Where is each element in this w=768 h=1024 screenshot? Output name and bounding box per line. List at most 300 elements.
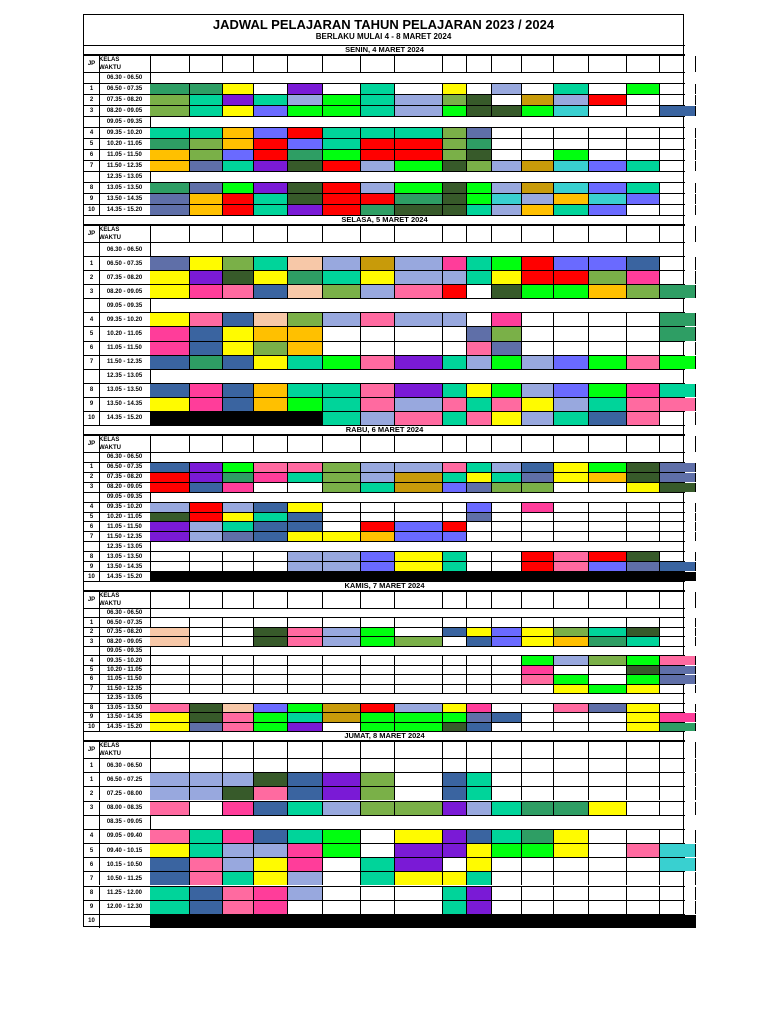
schedule-cell <box>589 412 627 425</box>
schedule-cell <box>395 412 443 425</box>
schedule-cell <box>223 901 254 914</box>
lesson-row <box>84 204 685 215</box>
schedule-cell <box>323 327 361 340</box>
class-cells <box>150 830 685 843</box>
lesson-row <box>84 703 685 712</box>
schedule-cell <box>589 773 627 786</box>
schedule-cell <box>627 713 660 721</box>
class-cells <box>150 723 685 731</box>
schedule-cell <box>288 830 323 843</box>
jp-header: JP <box>84 226 100 242</box>
schedule-cell <box>554 723 589 731</box>
schedule-cell <box>554 830 589 843</box>
schedule-cell <box>467 356 492 369</box>
schedule-cell <box>323 552 361 561</box>
schedule-cell <box>554 872 589 885</box>
schedule-cell <box>190 483 223 492</box>
schedule-cell <box>443 342 467 355</box>
schedule-cell <box>660 194 696 204</box>
schedule-cell <box>554 628 589 636</box>
schedule-cell <box>467 901 492 914</box>
schedule-cell <box>150 742 190 758</box>
time-label: 06.50 - 07.35 <box>99 257 151 270</box>
schedule-cell <box>361 513 395 522</box>
schedule-cell <box>467 675 492 683</box>
schedule-cell <box>254 183 288 193</box>
schedule-cell <box>467 56 492 72</box>
schedule-cell <box>254 759 288 772</box>
schedule-cell <box>443 666 467 674</box>
schedule-cell <box>589 205 627 215</box>
schedule-cell <box>288 532 323 541</box>
schedule-cell <box>223 84 254 94</box>
schedule-cell <box>467 398 492 411</box>
schedule-cell <box>554 675 589 683</box>
schedule-cell <box>589 787 627 800</box>
schedule-cell <box>395 592 443 608</box>
jp-number: 2 <box>84 271 100 284</box>
schedule-cell <box>554 327 589 340</box>
schedule-cell <box>522 787 554 800</box>
jp-number: 2 <box>84 95 100 105</box>
schedule-cell <box>323 562 361 571</box>
schedule-cell <box>323 532 361 541</box>
schedule-cell <box>467 773 492 786</box>
time-label: 06.50 - 07.35 <box>99 463 151 472</box>
schedule-cell <box>190 713 223 721</box>
schedule-cell <box>254 872 288 885</box>
schedule-cell <box>492 787 522 800</box>
schedule-cell <box>522 194 554 204</box>
class-cells <box>150 704 685 712</box>
schedule-cell <box>323 483 361 492</box>
schedule-cell <box>395 552 443 561</box>
schedule-cell <box>254 830 288 843</box>
schedule-cell <box>492 562 522 571</box>
schedule-cell <box>190 618 223 626</box>
schedule-cell <box>467 257 492 270</box>
waktu-label: WAKTU <box>99 235 121 241</box>
lesson-row <box>84 462 685 472</box>
jp-number: 3 <box>84 483 100 492</box>
schedule-cell <box>589 56 627 72</box>
schedule-cell <box>395 106 443 116</box>
schedule-cell <box>467 412 492 425</box>
schedule-cell <box>627 503 660 512</box>
schedule-cell <box>361 183 395 193</box>
schedule-cell <box>288 713 323 721</box>
schedule-cell <box>323 106 361 116</box>
schedule-cell <box>627 150 660 160</box>
schedule-cell <box>223 106 254 116</box>
schedule-cell <box>554 802 589 815</box>
schedule-cell <box>589 398 627 411</box>
schedule-cell <box>660 562 696 571</box>
schedule-cell <box>660 384 696 397</box>
schedule-cell <box>361 723 395 731</box>
schedule-cell <box>443 139 467 149</box>
jp-number: 2 <box>84 628 100 636</box>
time-label: 11.50 - 12.35 <box>99 685 151 693</box>
kelas-label: KELAS <box>99 57 120 63</box>
schedule-cell <box>254 128 288 138</box>
schedule-cell <box>288 675 323 683</box>
schedule-cell <box>361 628 395 636</box>
schedule-cell <box>395 802 443 815</box>
schedule-cell <box>323 139 361 149</box>
schedule-cell <box>554 384 589 397</box>
schedule-cell <box>522 412 554 425</box>
lesson-row <box>84 772 685 786</box>
schedule-cell <box>492 327 522 340</box>
schedule-cell <box>323 183 361 193</box>
schedule-cell <box>223 463 254 472</box>
schedule-cell <box>522 183 554 193</box>
schedule-cell <box>627 463 660 472</box>
jp-header: JP <box>84 436 100 452</box>
class-cells <box>150 552 685 561</box>
schedule-cell <box>323 685 361 693</box>
schedule-cell <box>467 713 492 721</box>
schedule-cell <box>288 194 323 204</box>
schedule-cell <box>395 356 443 369</box>
schedule-cell <box>627 271 660 284</box>
break-row <box>84 815 685 829</box>
schedule-cell <box>443 384 467 397</box>
time-label: 13.05 - 13.50 <box>99 384 151 397</box>
schedule-cell <box>660 572 696 581</box>
schedule-cell <box>443 628 467 636</box>
schedule-cell <box>443 532 467 541</box>
schedule-cell <box>323 872 361 885</box>
schedule-cell <box>522 473 554 482</box>
jp-number: 3 <box>84 802 100 815</box>
schedule-cell <box>361 342 395 355</box>
class-cells <box>150 637 685 645</box>
schedule-cell <box>467 205 492 215</box>
schedule-cell <box>223 183 254 193</box>
schedule-cell <box>522 858 554 871</box>
schedule-cell <box>660 787 696 800</box>
schedule-cell <box>288 513 323 522</box>
page-title: JADWAL PELAJARAN TAHUN PELAJARAN 2023 / 2024 <box>212 17 555 32</box>
schedule-cell <box>522 742 554 758</box>
schedule-cell <box>443 205 467 215</box>
schedule-cell <box>150 205 190 215</box>
schedule-cell <box>361 787 395 800</box>
schedule-cell <box>190 150 223 160</box>
schedule-cell <box>492 773 522 786</box>
schedule-cell <box>223 194 254 204</box>
schedule-cell <box>395 532 443 541</box>
schedule-cell <box>254 552 288 561</box>
schedule-cell <box>223 887 254 900</box>
schedule-cell <box>288 412 323 425</box>
schedule-cell <box>554 759 589 772</box>
schedule-cell <box>395 675 443 683</box>
schedule-cell <box>395 342 443 355</box>
schedule-cell <box>627 226 660 242</box>
jp-number <box>84 694 100 702</box>
schedule-cell <box>395 637 443 645</box>
schedule-cell <box>467 830 492 843</box>
schedule-cell <box>150 327 190 340</box>
lesson-row <box>84 193 685 204</box>
time-label: 12.35 - 13.05 <box>99 370 151 383</box>
jp-header: JP <box>84 592 100 608</box>
time-label: 09.05 - 09.40 <box>99 830 151 843</box>
schedule-cell <box>554 285 589 298</box>
schedule-cell <box>467 592 492 608</box>
schedule-cell <box>443 830 467 843</box>
schedule-cell <box>589 226 627 242</box>
class-cells <box>150 150 685 160</box>
schedule-cell <box>627 183 660 193</box>
schedule-cell <box>223 483 254 492</box>
schedule-cell <box>554 637 589 645</box>
schedule-cell <box>492 271 522 284</box>
jp-number: 1 <box>84 759 100 772</box>
schedule-cell <box>223 313 254 326</box>
jp-number: 8 <box>84 552 100 561</box>
schedule-cell <box>492 618 522 626</box>
schedule-cell <box>660 773 696 786</box>
schedule-cell <box>361 226 395 242</box>
class-cells <box>150 356 685 369</box>
schedule-cell <box>288 463 323 472</box>
time-label: 10.20 - 11.05 <box>99 327 151 340</box>
schedule-cell <box>522 257 554 270</box>
schedule-cell <box>395 773 443 786</box>
schedule-cell <box>660 271 696 284</box>
schedule-cell <box>288 285 323 298</box>
schedule-cell <box>361 666 395 674</box>
schedule-cell <box>254 637 288 645</box>
schedule-cell <box>589 713 627 721</box>
schedule-cell <box>395 503 443 512</box>
schedule-cell <box>254 436 288 452</box>
schedule-cell <box>254 285 288 298</box>
schedule-cell <box>589 618 627 626</box>
schedule-cell <box>589 915 627 928</box>
schedule-cell <box>627 723 660 731</box>
schedule-cell <box>361 285 395 298</box>
schedule-cell <box>627 915 660 928</box>
day-title: RABU, 6 MARET 2024 <box>84 425 685 435</box>
schedule-cell <box>254 473 288 482</box>
schedule-cell <box>627 628 660 636</box>
time-label: 06.30 - 06.50 <box>99 73 151 83</box>
schedule-cell <box>150 572 190 581</box>
schedule-cell <box>254 713 288 721</box>
class-cells <box>150 271 685 284</box>
schedule-cell <box>150 356 190 369</box>
break-row <box>84 242 685 256</box>
schedule-cell <box>190 592 223 608</box>
schedule-cell <box>361 830 395 843</box>
schedule-cell <box>660 161 696 171</box>
schedule-cell <box>361 685 395 693</box>
schedule-cell <box>323 522 361 531</box>
schedule-cell <box>492 513 522 522</box>
schedule-cell <box>323 313 361 326</box>
lesson-row <box>84 722 685 731</box>
schedule-cell <box>660 532 696 541</box>
schedule-cell <box>467 384 492 397</box>
schedule-cell <box>492 342 522 355</box>
schedule-cell <box>467 271 492 284</box>
schedule-cell <box>395 463 443 472</box>
day-section <box>84 425 685 581</box>
schedule-cell <box>150 257 190 270</box>
day-title: KAMIS, 7 MARET 2024 <box>84 581 685 591</box>
schedule-cell <box>660 901 696 914</box>
jp-number: 4 <box>84 313 100 326</box>
schedule-cell <box>589 327 627 340</box>
schedule-cell <box>254 161 288 171</box>
schedule-cell <box>492 666 522 674</box>
schedule-cell <box>660 356 696 369</box>
schedule-sheet <box>83 14 684 927</box>
lesson-row <box>84 482 685 492</box>
schedule-cell <box>589 503 627 512</box>
schedule-cell <box>223 552 254 561</box>
schedule-cell <box>443 773 467 786</box>
class-cells <box>150 532 685 541</box>
schedule-cell <box>190 503 223 512</box>
jp-number: 5 <box>84 139 100 149</box>
schedule-cell <box>223 513 254 522</box>
class-cells <box>150 493 685 502</box>
schedule-cell <box>554 342 589 355</box>
schedule-cell <box>254 887 288 900</box>
schedule-cell <box>150 713 190 721</box>
schedule-cell <box>660 844 696 857</box>
schedule-cell <box>492 872 522 885</box>
schedule-cell <box>150 915 190 928</box>
schedule-cell <box>190 562 223 571</box>
day-section <box>84 215 685 425</box>
schedule-cell <box>150 128 190 138</box>
schedule-cell <box>150 787 190 800</box>
schedule-cell <box>254 313 288 326</box>
column-header-row <box>84 55 685 72</box>
day-title: JUMAT, 8 MARET 2024 <box>84 731 685 741</box>
schedule-cell <box>443 95 467 105</box>
jp-number: 10 <box>84 915 100 928</box>
schedule-cell <box>361 844 395 857</box>
schedule-cell <box>323 84 361 94</box>
schedule-cell <box>522 773 554 786</box>
schedule-cell <box>190 830 223 843</box>
jp-number: 1 <box>84 257 100 270</box>
schedule-cell <box>190 532 223 541</box>
jp-number: 10 <box>84 572 100 581</box>
schedule-cell <box>361 522 395 531</box>
break-row <box>84 452 685 462</box>
schedule-cell <box>589 84 627 94</box>
time-label: 14.35 - 15.20 <box>99 723 151 731</box>
schedule-cell <box>467 858 492 871</box>
schedule-cell <box>492 483 522 492</box>
schedule-cell <box>361 704 395 712</box>
schedule-cell <box>323 398 361 411</box>
day-section <box>84 581 685 731</box>
schedule-cell <box>288 271 323 284</box>
schedule-cell <box>492 802 522 815</box>
time-label: 11.05 - 11.50 <box>99 675 151 683</box>
schedule-cell <box>554 592 589 608</box>
lesson-row <box>84 871 685 885</box>
time-label: 12.35 - 13.05 <box>99 172 151 182</box>
schedule-cell <box>288 226 323 242</box>
schedule-cell <box>589 483 627 492</box>
schedule-cell <box>627 872 660 885</box>
schedule-cell <box>323 356 361 369</box>
schedule-cell <box>323 830 361 843</box>
schedule-cell <box>443 271 467 284</box>
schedule-cell <box>492 572 522 581</box>
schedule-cell <box>522 463 554 472</box>
schedule-cell <box>467 666 492 674</box>
time-label: 08.35 - 09.05 <box>99 816 151 829</box>
schedule-cell <box>395 473 443 482</box>
jp-number: 10 <box>84 205 100 215</box>
schedule-cell <box>288 685 323 693</box>
jp-number <box>84 172 100 182</box>
schedule-cell <box>660 95 696 105</box>
schedule-cell <box>288 384 323 397</box>
schedule-cell <box>190 313 223 326</box>
schedule-cell <box>361 742 395 758</box>
schedule-cell <box>443 513 467 522</box>
schedule-cell <box>395 483 443 492</box>
schedule-cell <box>589 685 627 693</box>
schedule-cell <box>150 513 190 522</box>
schedule-cell <box>150 666 190 674</box>
schedule-cell <box>589 572 627 581</box>
schedule-cell <box>522 139 554 149</box>
schedule-cell <box>395 901 443 914</box>
schedule-cell <box>395 205 443 215</box>
schedule-cell <box>190 436 223 452</box>
schedule-cell <box>660 675 696 683</box>
class-cells <box>150 183 685 193</box>
schedule-cell <box>660 412 696 425</box>
schedule-cell <box>395 685 443 693</box>
schedule-cell <box>467 723 492 731</box>
schedule-cell <box>361 205 395 215</box>
lesson-row <box>84 411 685 425</box>
schedule-cell <box>492 522 522 531</box>
schedule-cell <box>323 473 361 482</box>
jp-number: 4 <box>84 830 100 843</box>
schedule-cell <box>492 552 522 561</box>
schedule-cell <box>361 106 395 116</box>
schedule-cell <box>467 139 492 149</box>
schedule-cell <box>660 742 696 758</box>
schedule-cell <box>323 787 361 800</box>
schedule-cell <box>589 161 627 171</box>
time-label: 12.35 - 13.05 <box>99 694 151 702</box>
schedule-cell <box>660 704 696 712</box>
schedule-cell <box>190 656 223 664</box>
schedule-cell <box>254 384 288 397</box>
schedule-cell <box>190 356 223 369</box>
schedule-cell <box>467 844 492 857</box>
schedule-cell <box>150 562 190 571</box>
schedule-cell <box>660 473 696 482</box>
